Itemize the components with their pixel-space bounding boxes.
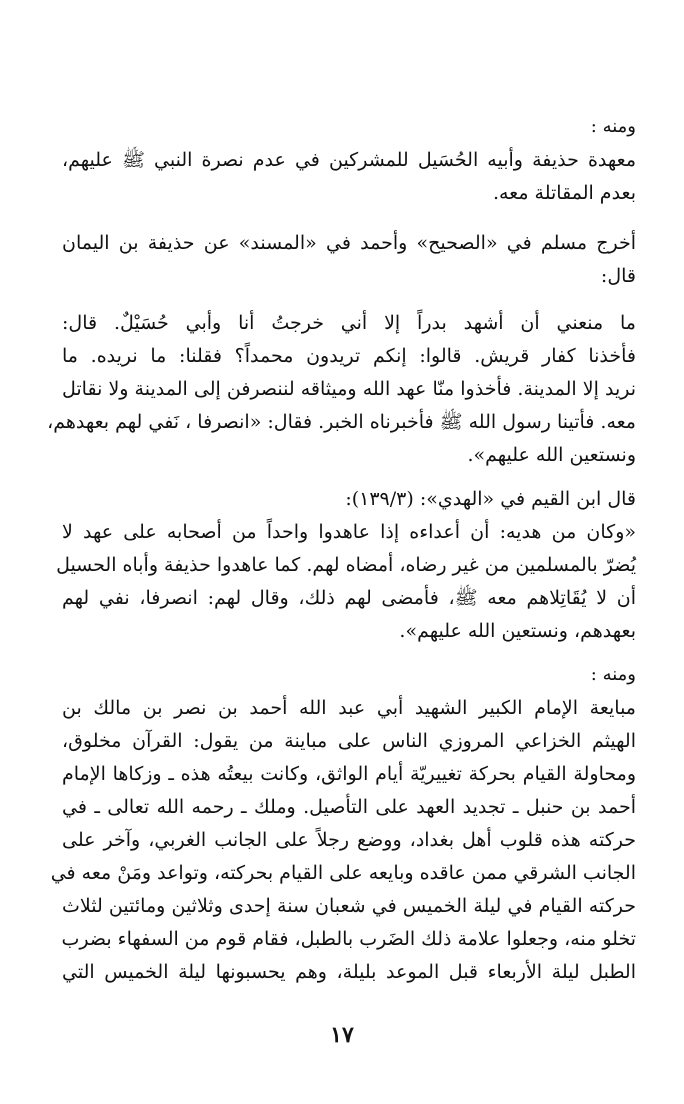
text-line: فأخذنا كفار قريش. قالوا: إنكم تريدون محمداً؟ فقلنا: ما نريده. ما [62,345,636,367]
page-number: ١٧ [330,1022,354,1048]
text-line: معه. فأتينا رسول الله ﷺ فأخبرناه الخبر. فقال: «انصرفا ، نَفي لهم بعهدهم، [47,411,636,433]
text-line: بعدم المقاتلة معه. [492,182,636,204]
text-line: الطبل ليلة الأربعاء قبل الموعد بليلة، وهم يحسبونها ليلة الخميس التي [62,961,636,983]
section-heading: قال ابن القيم في «الهدي»: (١٣٩/٣): [345,488,636,510]
text-line: أخرج مسلم في «الصحيح» وأحمد في «المسند» عن حذيفة بن اليمان [62,232,636,254]
text-line: تخلو منه، وجعلوا علامة ذلك الضَرب بالطبل، فقام قوم من السفهاء بضرب [61,928,636,950]
text-line: معهدة حذيفة وأبيه الحُسَيل للمشركين في عدم نصرة النبي ﷺ عليهم، [62,149,636,171]
text-line: نريد إلا المدينة. فأخذوا منّا عهد الله وميثاقه لننصرفن إلى المدينة ولا نقاتل [62,378,636,400]
text-line: الهيثم الخزاعي المروزي الناس على مباينة من يقول: القرآن مخلوق، [62,730,636,752]
text-line: بعهدهم، ونستعين الله عليهم». [399,620,636,642]
text-line: يُضرّ بالمسلمين من غير رضاه، أمضاه لهم. كما عاهدوا حذيفة وأباه الحسيل [56,554,636,576]
text-line: حركته القيام في ليلة الخميس في شعبان سنة إحدى وثلاثين ومائتين لثلاث [62,895,636,917]
section-heading: ومنه : [590,664,636,685]
text-line: قال: [600,265,636,287]
text-line: مبايعة الإمام الكبير الشهيد أبي عبد الله أحمد بن نصر بن مالك بن [62,697,636,719]
text-line: الجانب الشرقي ممن عاقده وبايعه على القيام بحركته، وتواعد ومَنْ معه في [50,862,636,884]
text-line: ما منعني أن أشهد بدراً إلا أني خرجتُ أنا وأبي حُسَيْلٌ. قال: [62,312,636,334]
text-line: ونستعين الله عليهم». [467,444,636,466]
section-heading: ومنه : [590,116,636,137]
text-line: «وكان من هديه: أن أعداءه إذا عاهدوا واحداً من أصحابه على عهد لا [62,521,636,543]
text-line: ومحاولة القيام بحركة تغييريّة أيام الواثق، وكانت بيعتُه هذه ـ وزكاها الإمام [62,763,636,785]
text-line: أن لا يُقَاتِلاهم معه ﷺ، فأمضى لهم ذلك، وقال لهم: انصرفا، نفي لهم [62,587,636,609]
text-line: أحمد بن حنبل ـ تجديد العهد على التأصيل. وملك ـ رحمه الله تعالى ـ في [62,796,636,818]
text-line: حركته هذه قلوب أهل بغداد، ووضع رجلاً على الجانب الغربي، وآخر على [62,829,636,851]
